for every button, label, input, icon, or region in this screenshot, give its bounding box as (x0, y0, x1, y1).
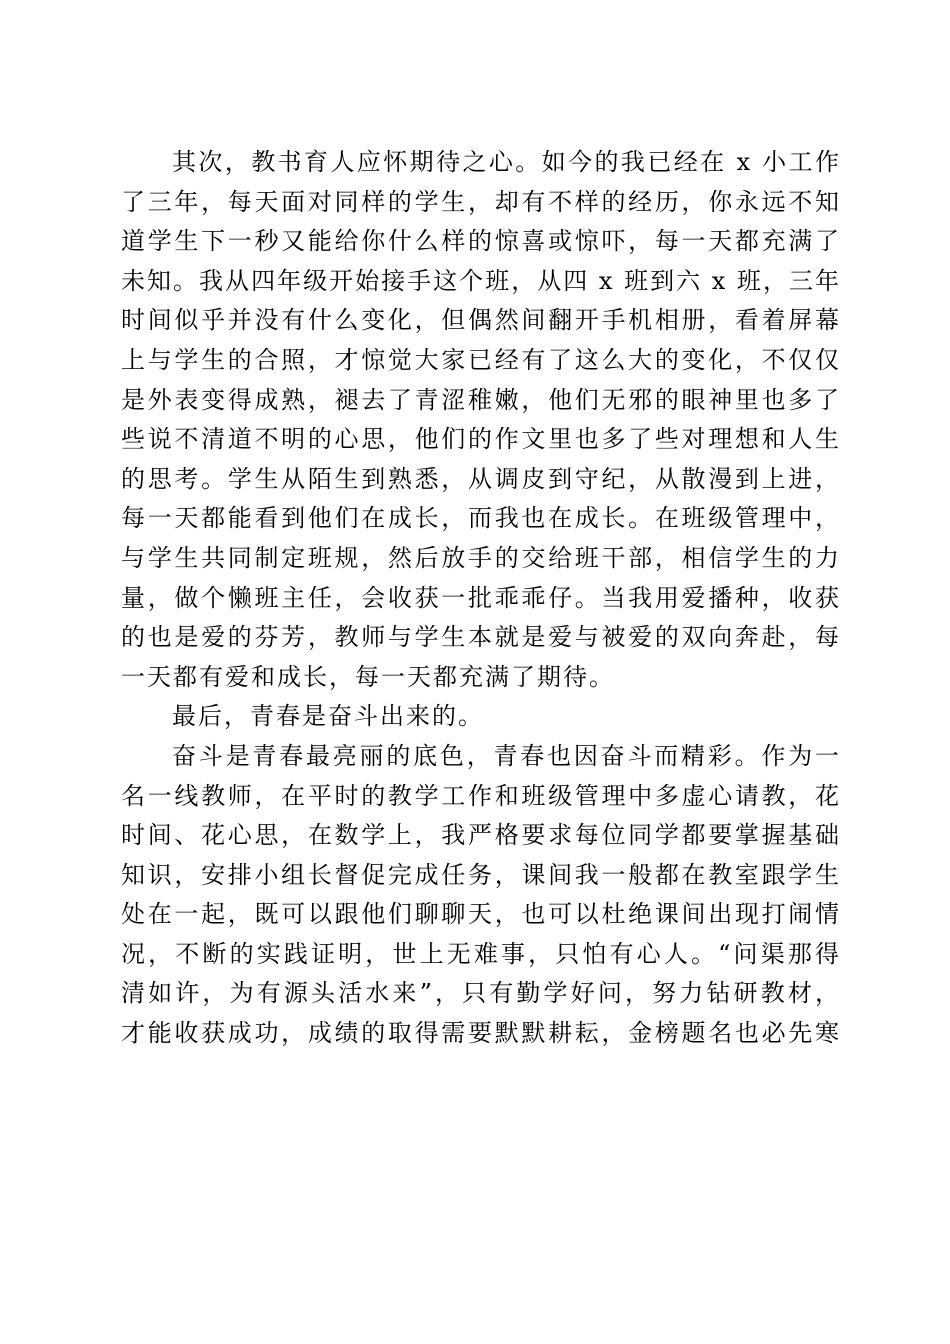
text-line: 是外表变得成熟，褪去了青涩稚嫩，他们无邪的眼神里也多了 (121, 385, 841, 414)
text-line: 一天都有爱和成长，每一天都充满了期待。 (121, 662, 615, 691)
text-line: 上与学生的合照，才惊觉大家已经有了这么大的变化，不仅仅 (121, 345, 841, 374)
text-line: 的也是爱的芬芳，教师与学生本就是爱与被爱的双向奔赴，每 (121, 623, 841, 652)
paragraph-youth-struggle (121, 737, 841, 1054)
text-line: 知识，安排小组长督促完成任务，课间我一般都在教室跟学生 (121, 860, 841, 889)
text-line: 名一线教师，在平时的教学工作和班级管理中多虚心请教，花 (121, 781, 841, 810)
paragraph-teaching-expectation (121, 143, 841, 697)
text-line: 况，不断的实践证明，世上无难事，只怕有心人。“问渠那得 (121, 939, 841, 968)
text-line: 才能收获成功，成绩的取得需要默默耕耘，金榜题名也必先寒 (121, 1019, 841, 1048)
text-line: 处在一起，既可以跟他们聊聊天，也可以杜绝课间出现打闹情 (121, 900, 841, 929)
text-line: 时间似乎并没有什么变化，但偶然间翻开手机相册，看着屏幕 (121, 306, 841, 335)
text-line: 了三年，每天面对同样的学生，却有不样的经历，你永远不知 (121, 187, 841, 216)
text-line: 些说不清道不明的心思，他们的作文里也多了些对理想和人生 (121, 425, 841, 454)
text-line: 最后，青春是奋斗出来的。 (172, 702, 484, 731)
text-line: 其次，教书育人应怀期待之心。如今的我已经在 x 小工作 (172, 148, 841, 176)
text-line: 量，做个懒班主任，会收获一批乖乖仔。当我用爱播种，收获 (121, 583, 841, 612)
paragraph-youth-heading (121, 697, 841, 737)
text-line: 时间、花心思，在数学上，我严格要求每位同学都要掌握基础 (121, 821, 841, 850)
text-line: 清如许，为有源头活水来”，只有勤学好问，努力钻研教材， (121, 979, 841, 1008)
text-line: 未知。我从四年级开始接手这个班，从四 x 班到六 x 班，三年 (121, 266, 841, 295)
document-body (121, 143, 841, 1054)
text-line: 与学生共同制定班规，然后放手的交给班干部，相信学生的力 (121, 543, 841, 572)
text-line: 每一天都能看到他们在成长，而我也在成长。在班级管理中， (121, 504, 841, 533)
text-line: 道学生下一秒又能给你什么样的惊喜或惊吓，每一天都充满了 (121, 227, 841, 256)
text-line: 奋斗是青春最亮丽的底色，青春也因奋斗而精彩。作为一 (172, 741, 841, 770)
text-line: 的思考。学生从陌生到熟悉，从调皮到守纪，从散漫到上进， (121, 464, 841, 493)
